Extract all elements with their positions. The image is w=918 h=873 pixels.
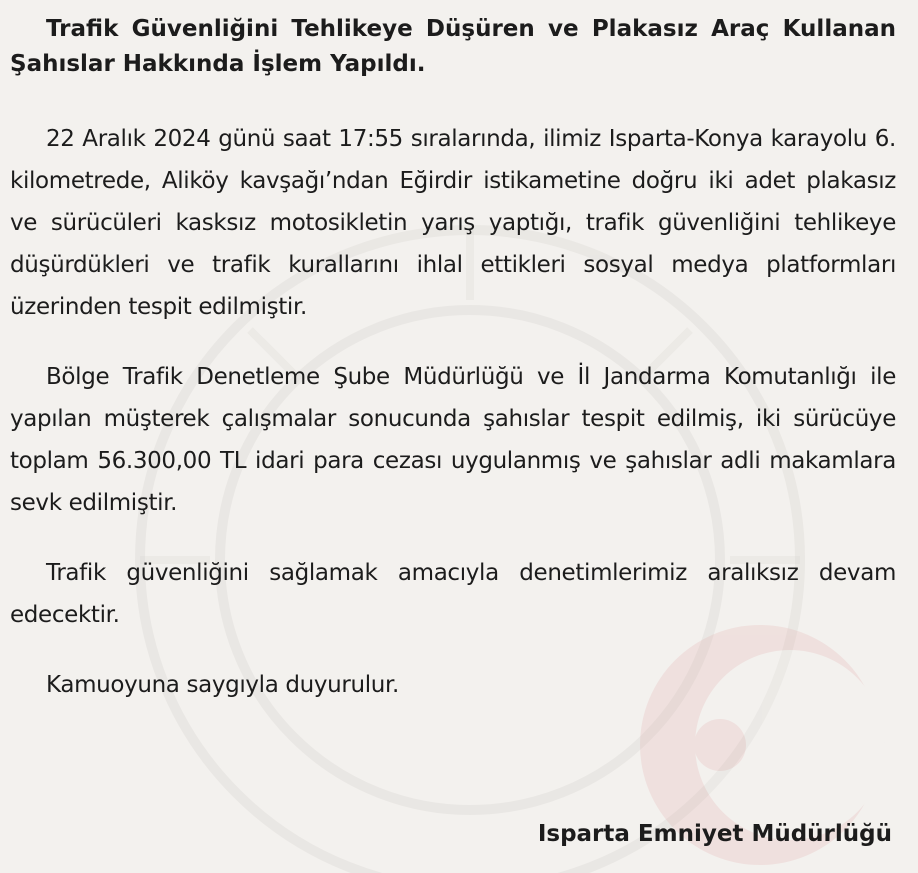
signature: Isparta Emniyet Müdürlüğü <box>537 821 892 847</box>
paragraph-incident: 22 Aralık 2024 günü saat 17:55 sıralarında, ilimiz Isparta-Konya karayolu 6. kilometrede, Aliköy kavşağı’ndan Eğirdir istikametine doğru iki adet plakasız ve sürücüleri kasksız motosikletin yarış yaptığı, trafik güvenliğini tehlikeye düşürdükleri ve trafik kurallarını ihlal ettikleri sosyal medya platformları üzerinden tespit edilmiştir. <box>10 126 896 320</box>
paragraph-commitment: Trafik güvenliğini sağlamak amacıyla denetimlerimiz aralıksız devam edecektir. <box>10 560 896 628</box>
press-release <box>10 12 896 706</box>
paragraph-action: Bölge Trafik Denetleme Şube Müdürlüğü ve İl Jandarma Komutanlığı ile yapılan müşterek çalışmalar sonucunda şahıslar tespit edilmiş, iki sürücüye toplam 56.300,00 TL idari para cezası uygulanmış ve şahıslar adli makamlara sevk edilmiştir. <box>10 364 896 516</box>
document-title: Trafik Güvenliğini Tehlikeye Düşüren ve Plakasız Araç Kullanan Şahıslar Hakkında İşlem Yapıldı. <box>10 16 896 77</box>
closing-line: Kamuoyuna saygıyla duyurulur. <box>46 672 399 698</box>
